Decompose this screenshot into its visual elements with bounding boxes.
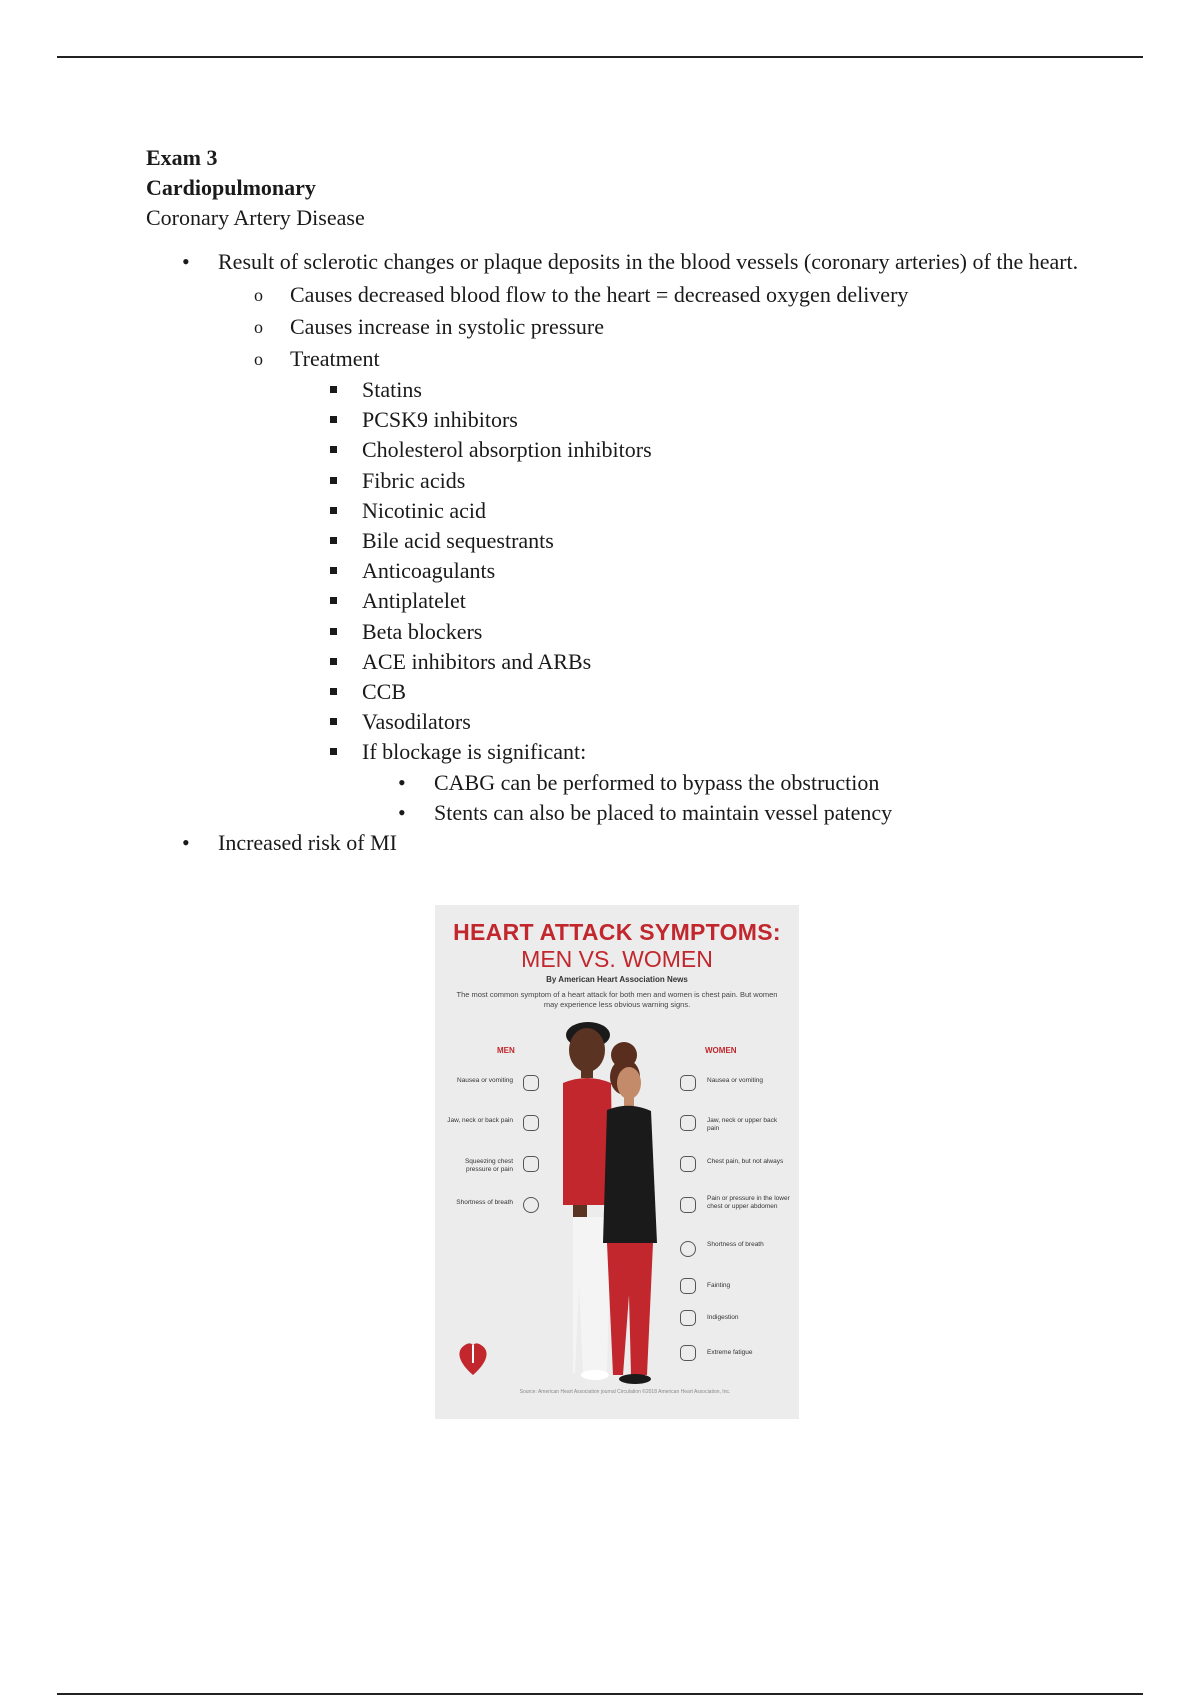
man-and-woman-illustration: [435, 905, 799, 1419]
doc-title: Exam 3: [146, 145, 218, 170]
infographic-source: Source: American Heart Association journal Circulation ©2018 American Heart Association, Inc.: [519, 1389, 731, 1395]
list-item: • CABG can be performed to bypass the obstruction: [398, 769, 880, 795]
blockage-list: [362, 768, 1106, 828]
document-body: [146, 143, 1106, 858]
doc-topic: Coronary Artery Disease: [146, 205, 365, 230]
list-item: Nicotinic acid: [146, 496, 1106, 526]
list-item: PCSK9 inhibitors: [146, 405, 1106, 435]
list-item: ACE inhibitors and ARBs: [146, 647, 1106, 677]
list-item: Cholesterol absorption inhibitors: [146, 435, 1106, 465]
bullet-text: Increased risk of MI: [218, 830, 397, 856]
men-label: MEN: [497, 1046, 515, 1055]
men-symptom: Nausea or vomiting: [457, 1077, 513, 1084]
list-item: Statins: [146, 375, 1106, 405]
list-item: • Increased risk of MI: [182, 830, 397, 856]
men-symptom: Squeezing chest pressure or pain: [464, 1158, 513, 1173]
main-bullet-list: [146, 247, 1106, 858]
women-symptom: Extreme fatigue: [707, 1349, 753, 1356]
doc-section: Cardiopulmonary: [146, 175, 316, 200]
list-item: Fibric acids: [146, 466, 1106, 496]
heart-attack-infographic: [435, 905, 799, 1419]
list-item: CCB: [146, 677, 1106, 707]
women-symptom: Nausea or vomiting: [707, 1077, 763, 1084]
women-symptom: Indigestion: [707, 1314, 739, 1321]
women-symptom: Fainting: [707, 1282, 731, 1289]
infographic-intro: The most common symptom of a heart attack for both men and women is chest pain. But women may experience less obvious warning signs.: [456, 990, 778, 1009]
list-item: Antiplatelet: [146, 586, 1106, 616]
list-item: o Causes increase in systolic pressure: [254, 314, 605, 339]
bottom-rule: [57, 1693, 1143, 1695]
list-item: Anticoagulants: [146, 556, 1106, 586]
treatment-list: [290, 375, 1106, 828]
list-item: • Result of sclerotic changes or plaque deposits in the blood vessels (coronary arteries) of the heart. o Causes decreased blood flow to the heart = decreased oxygen delivery o Causes increase in systolic pressure o Treatment Statins PCSK9 inhibitors Cholesterol absorption inhibitors Fibric acids Nicotinic acid Bile acid sequestrants Anticoagulants Antiplatelet Beta blockers ACE inhibitors and ARBs CCB Vasodilators If blockage is significant: • CABG can be performed to bypass the obstruction • Stents can also be placed to maintain vessel patency: [146, 247, 1106, 828]
women-label: WOMEN: [705, 1046, 737, 1055]
women-symptom: Shortness of breath: [707, 1241, 764, 1248]
women-symptom: Jaw, neck or upper back pain: [707, 1117, 778, 1132]
list-item: Bile acid sequestrants: [146, 526, 1106, 556]
infographic-byline: By American Heart Association News: [546, 975, 688, 984]
sub-list: [218, 279, 1106, 828]
list-item: o Causes decreased blood flow to the heart = decreased oxygen delivery: [254, 282, 909, 307]
infographic-subtitle: MEN VS. WOMEN: [521, 946, 713, 972]
bullet-text: Result of sclerotic changes or plaque deposits in the blood vessels (coronary arteries) of the heart.: [218, 249, 1079, 274]
men-symptom: Shortness of breath: [456, 1199, 513, 1206]
women-symptom: Pain or pressure in the lower chest or upper abdomen: [707, 1195, 790, 1210]
infographic-title: HEART ATTACK SYMPTOMS:: [453, 919, 781, 945]
list-item: Vasodilators: [146, 707, 1106, 737]
list-item: If blockage is significant: • CABG can be performed to bypass the obstruction • Stents can also be placed to maintain vessel patency: [146, 737, 1106, 828]
list-item: o Treatment Statins PCSK9 inhibitors Cholesterol absorption inhibitors Fibric acids Nicotinic acid Bile acid sequestrants Anticoagulants Antiplatelet Beta blockers ACE inhibitors and ARBs CCB Vasodilators If blockage is significant: • CABG can be performed to bypass the obstruction • Stents can also be placed to maintain vessel patency: [146, 343, 1106, 828]
women-symptom: Chest pain, but not always: [707, 1158, 784, 1165]
list-item: • Stents can also be placed to maintain vessel patency: [398, 799, 893, 825]
top-rule: [57, 56, 1143, 58]
list-item: Beta blockers: [146, 617, 1106, 647]
heart-logo: [459, 1343, 486, 1375]
men-symptom: Jaw, neck or back pain: [447, 1117, 513, 1124]
